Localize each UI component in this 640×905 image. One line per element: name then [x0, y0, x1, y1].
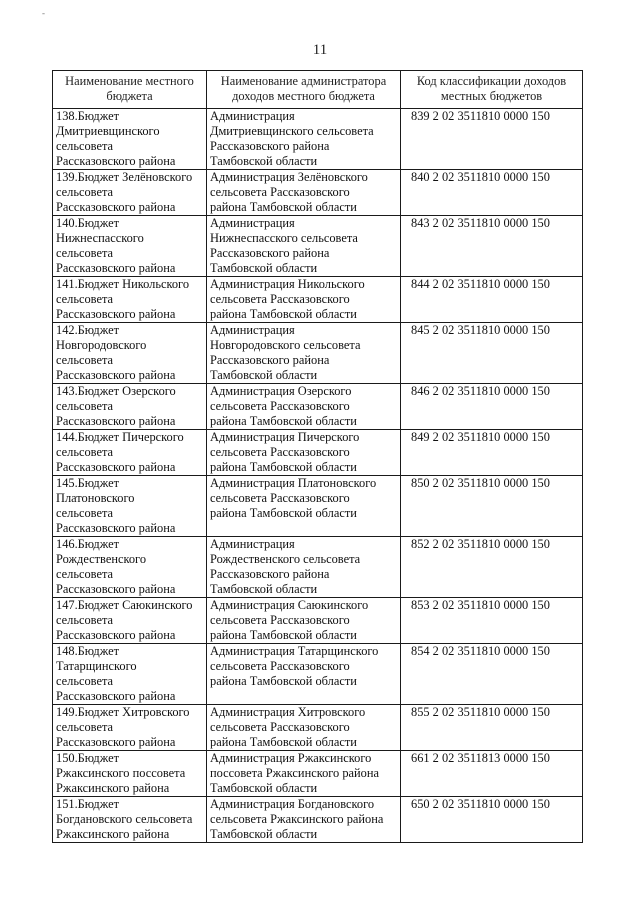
administrator-cell-text: Администрация Татарщинского сельсовета Рассказовского района Тамбовской области [210, 644, 379, 688]
code-cell [401, 323, 583, 384]
budget-name-cell-text: 144.Бюджет Пичерского сельсовета Рассказовского района [56, 430, 184, 474]
table-row [53, 644, 583, 705]
budget-table [52, 70, 583, 843]
code-cell [401, 476, 583, 537]
budget-name-cell-text: 139.Бюджет Зелёновского сельсовета Рассказовского района [56, 170, 193, 214]
table-row [53, 170, 583, 216]
budget-name-cell [53, 751, 207, 797]
table-body [53, 109, 583, 843]
administrator-cell-text: Администрация Никольского сельсовета Рассказовского района Тамбовской области [210, 277, 365, 321]
code-cell [401, 170, 583, 216]
code-cell-text: 852 2 02 3511810 0000 150 [411, 537, 550, 551]
administrator-cell [207, 430, 401, 476]
table-row [53, 537, 583, 598]
header-budget-name: Наименование местного бюджета [53, 71, 207, 109]
administrator-cell [207, 598, 401, 644]
budget-name-cell [53, 705, 207, 751]
administrator-cell-text: Администрация Зелёновского сельсовета Рассказовского района Тамбовской области [210, 170, 368, 214]
code-cell [401, 109, 583, 170]
administrator-cell [207, 170, 401, 216]
administrator-cell-text: Администрация Хитровского сельсовета Рассказовского района Тамбовской области [210, 705, 366, 749]
administrator-cell-text: Администрация Богдановского сельсовета Ржаксинского района Тамбовской области [210, 797, 384, 841]
code-cell-text: 650 2 02 3511810 0000 150 [411, 797, 550, 811]
code-cell [401, 797, 583, 843]
administrator-cell [207, 537, 401, 598]
budget-name-cell [53, 644, 207, 705]
code-cell [401, 644, 583, 705]
budget-name-cell-text: 140.Бюджет Нижнеспасского сельсовета Рассказовского района [56, 216, 176, 275]
administrator-cell-text: Администрация Пичерского сельсовета Рассказовского района Тамбовской области [210, 430, 360, 474]
table-row [53, 216, 583, 277]
code-cell-text: 846 2 02 3511810 0000 150 [411, 384, 550, 398]
table-row [53, 384, 583, 430]
code-cell-text: 661 2 02 3511813 0000 150 [411, 751, 550, 765]
budget-name-cell-text: 150.Бюджет Ржаксинского поссовета Ржаксинского района [56, 751, 186, 795]
administrator-cell [207, 109, 401, 170]
budget-name-cell [53, 797, 207, 843]
administrator-cell [207, 797, 401, 843]
table-row [53, 109, 583, 170]
code-cell [401, 751, 583, 797]
code-cell-text: 839 2 02 3511810 0000 150 [411, 109, 550, 123]
code-cell-text: 854 2 02 3511810 0000 150 [411, 644, 550, 658]
administrator-cell [207, 277, 401, 323]
budget-name-cell [53, 323, 207, 384]
code-cell-text: 845 2 02 3511810 0000 150 [411, 323, 550, 337]
budget-name-cell-text: 142.Бюджет Новгородовского сельсовета Рассказовского района [56, 323, 176, 382]
administrator-cell-text: Администрация Дмитриевщинского сельсовета Рассказовского района Тамбовской области [210, 109, 374, 168]
table-row [53, 705, 583, 751]
code-cell-text: 853 2 02 3511810 0000 150 [411, 598, 550, 612]
code-cell [401, 430, 583, 476]
budget-name-cell [53, 170, 207, 216]
administrator-cell-text: Администрация Саюкинского сельсовета Рассказовского района Тамбовской области [210, 598, 369, 642]
table-row [53, 598, 583, 644]
table-header [53, 71, 583, 109]
code-cell [401, 598, 583, 644]
code-cell [401, 277, 583, 323]
table-row [53, 751, 583, 797]
budget-name-cell [53, 384, 207, 430]
header-administrator-name: Наименование администратора доходов местного бюджета [207, 71, 401, 109]
budget-name-cell-text: 146.Бюджет Рождественского сельсовета Рассказовского района [56, 537, 176, 596]
administrator-cell-text: Администрация Нижнеспасского сельсовета Рассказовского района Тамбовской области [210, 216, 358, 275]
budget-name-cell [53, 598, 207, 644]
administrator-cell-text: Администрация Ржаксинского поссовета Ржаксинского района Тамбовской области [210, 751, 379, 795]
code-cell-text: 843 2 02 3511810 0000 150 [411, 216, 550, 230]
budget-name-cell [53, 430, 207, 476]
code-cell [401, 216, 583, 277]
code-cell-text: 849 2 02 3511810 0000 150 [411, 430, 550, 444]
budget-name-cell [53, 476, 207, 537]
table-row [53, 797, 583, 843]
administrator-cell [207, 384, 401, 430]
administrator-cell-text: Администрация Новгородовского сельсовета Рассказовского района Тамбовской области [210, 323, 361, 382]
administrator-cell [207, 705, 401, 751]
table-row [53, 476, 583, 537]
administrator-cell-text: Администрация Озерского сельсовета Рассказовского района Тамбовской области [210, 384, 357, 428]
budget-name-cell-text: 138.Бюджет Дмитриевщинского сельсовета Рассказовского района [56, 109, 176, 168]
scan-artifact: - [42, 8, 45, 18]
administrator-cell-text: Администрация Рождественского сельсовета Рассказовского района Тамбовской области [210, 537, 361, 596]
table-row [53, 277, 583, 323]
code-cell [401, 705, 583, 751]
code-cell [401, 537, 583, 598]
administrator-cell [207, 751, 401, 797]
code-cell-text: 855 2 02 3511810 0000 150 [411, 705, 550, 719]
administrator-cell-text: Администрация Платоновского сельсовета Рассказовского района Тамбовской области [210, 476, 377, 520]
table-row [53, 430, 583, 476]
budget-name-cell-text: 151.Бюджет Богдановского сельсовета Ржаксинского района [56, 797, 193, 841]
table-row [53, 323, 583, 384]
code-cell-text: 840 2 02 3511810 0000 150 [411, 170, 550, 184]
header-row [53, 71, 583, 109]
budget-name-cell-text: 143.Бюджет Озерского сельсовета Рассказовского района [56, 384, 176, 428]
header-classification-code: Код классификации доходов местных бюджетов [401, 71, 583, 109]
administrator-cell [207, 323, 401, 384]
budget-name-cell [53, 216, 207, 277]
code-cell-text: 844 2 02 3511810 0000 150 [411, 277, 550, 291]
code-cell-text: 850 2 02 3511810 0000 150 [411, 476, 550, 490]
administrator-cell [207, 644, 401, 705]
budget-name-cell-text: 148.Бюджет Татарщинского сельсовета Рассказовского района [56, 644, 176, 703]
administrator-cell [207, 476, 401, 537]
budget-name-cell-text: 149.Бюджет Хитровского сельсовета Рассказовского района [56, 705, 190, 749]
budget-name-cell [53, 537, 207, 598]
budget-name-cell [53, 109, 207, 170]
budget-name-cell-text: 141.Бюджет Никольского сельсовета Рассказовского района [56, 277, 190, 321]
administrator-cell [207, 216, 401, 277]
budget-name-cell [53, 277, 207, 323]
page-number: 11 [312, 42, 328, 58]
code-cell [401, 384, 583, 430]
budget-name-cell-text: 145.Бюджет Платоновского сельсовета Рассказовского района [56, 476, 176, 535]
budget-name-cell-text: 147.Бюджет Саюкинского сельсовета Рассказовского района [56, 598, 193, 642]
